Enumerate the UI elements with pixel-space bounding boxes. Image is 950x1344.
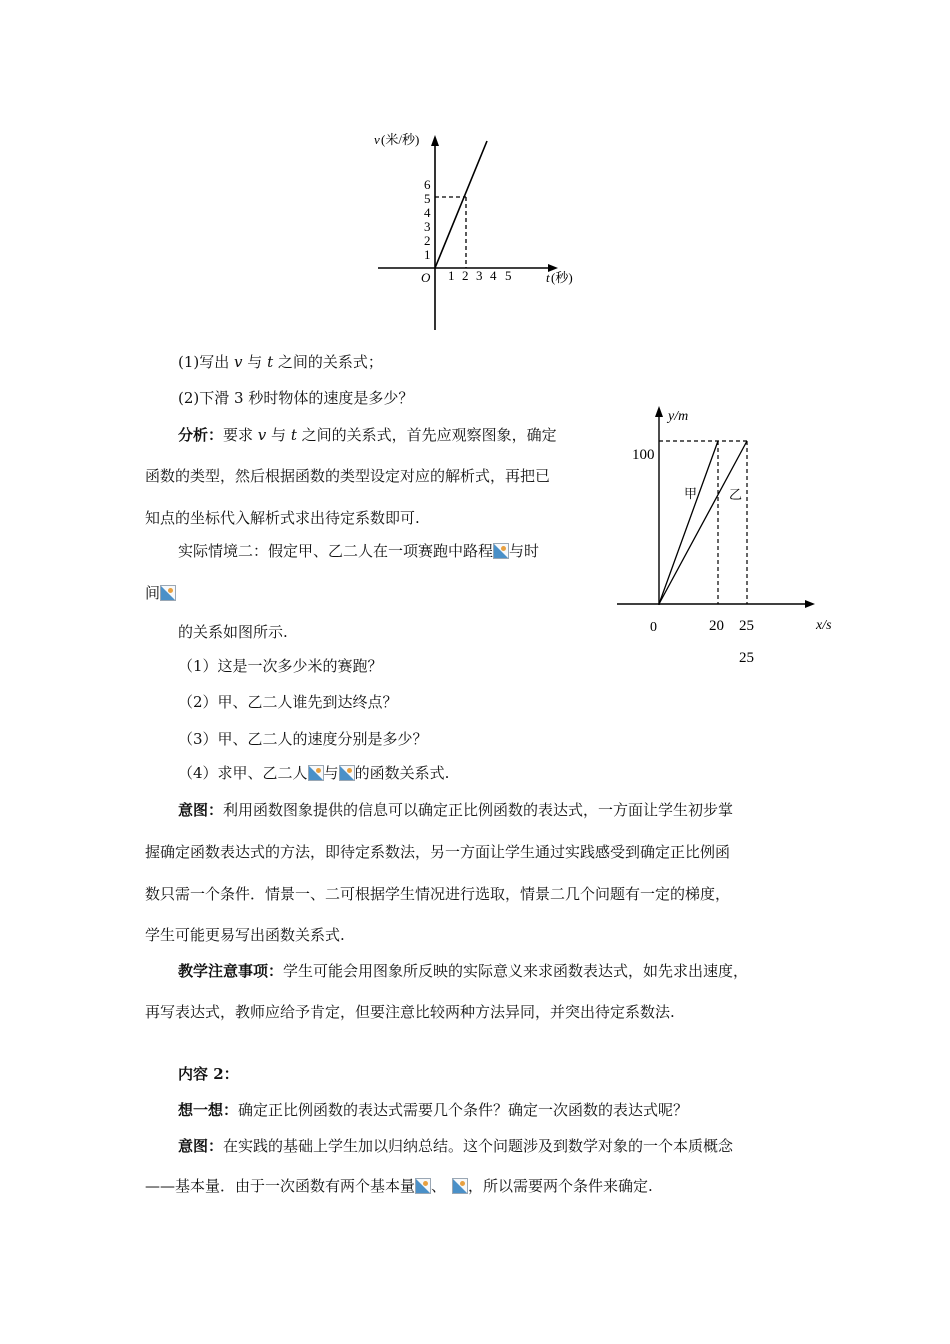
intent2-line-2: ——基本量．由于一次函数有两个基本量 、 ，所以需要两个条件来确定.: [145, 1177, 653, 1195]
x-tick-4: 4: [490, 268, 497, 283]
y-tick-4: 4: [424, 205, 431, 220]
velocity-time-graph: [360, 125, 600, 335]
notes-line-2: 再写表达式，教师应给予肯定，但要注意比较两种方法异同，并突出待定系数法.: [145, 1003, 675, 1021]
race-question-4: （4）求甲、乙二人 与 的函数关系式.: [178, 764, 450, 782]
x-value-25: 25: [739, 618, 754, 634]
intent2-label: 意图：: [178, 1137, 224, 1155]
race-question-3: （3）甲、乙二人的速度分别是多少？: [178, 730, 428, 748]
x-ticks: [448, 268, 512, 283]
scenario2-line-3: 的关系如图所示.: [178, 623, 288, 641]
race-question-2: （2）甲、乙二人谁先到达终点？: [178, 693, 398, 711]
image-placeholder-icon: [339, 765, 355, 781]
notes-line-1: 教学注意事项：学生可能会用图象所反映的实际意义来求函数表达式，如先求出速度，: [178, 962, 749, 980]
velocity-line: [435, 141, 487, 268]
x-axis-unit: (秒): [551, 270, 573, 285]
origin-label: 0: [650, 620, 657, 635]
think-line: 想一想：确定正比例函数的表达式需要几个条件？确定一次函数的表达式呢？: [178, 1101, 689, 1119]
y-tick-5: 5: [424, 191, 431, 206]
intent1-line-4: 学生可能更易写出函数关系式.: [145, 926, 345, 944]
y-tick-6: 6: [424, 177, 431, 192]
race-graph: [612, 400, 852, 680]
intent1-line-3: 数只需一个条件．情景一、二可根据学生情况进行选取，情景二几个问题有一定的梯度，: [145, 885, 731, 903]
x-tick-1: 1: [448, 268, 455, 283]
y-axis-arrow: [431, 135, 439, 146]
y-axis-label: y/m: [668, 409, 689, 424]
notes-label: 教学注意事项：: [178, 962, 284, 980]
question-2: (2)下滑 3 秒时物体的速度是多少？: [178, 389, 414, 407]
x-axis-label: x/s: [816, 618, 832, 633]
y-tick-2: 2: [424, 233, 431, 248]
line-jia-label: 甲: [684, 486, 698, 501]
content2-heading: 内容 2：: [178, 1065, 239, 1083]
y-ticks: [424, 177, 431, 262]
x-value-20: 20: [709, 618, 724, 634]
image-placeholder-icon: [160, 585, 176, 601]
race-question-1: （1）这是一次多少米的赛跑？: [178, 657, 383, 675]
x-axis-var: t: [546, 270, 550, 285]
analysis-label: 分析：: [178, 426, 224, 444]
image-placeholder-icon: [452, 1178, 468, 1194]
intent2-line-1: 意图：在实践的基础上学生加以归纳总结。这个问题涉及到数学对象的一个本质概念: [178, 1137, 734, 1155]
y-axis-var: v: [374, 132, 380, 147]
analysis-line-1: 分析：要求 v 与 t 之间的关系式，首先应观察图象，确定: [178, 426, 557, 444]
analysis-line-2: 函数的类型，然后根据函数的类型设定对应的解析式，再把已: [145, 467, 551, 485]
line-yi-label: 乙: [729, 487, 743, 502]
intent1-label: 意图：: [178, 801, 224, 819]
x-value-25-repeat: 25: [739, 650, 754, 666]
scenario2-line-2: 间: [145, 583, 176, 603]
analysis-line-3: 知点的坐标代入解析式求出待定系数即可.: [145, 509, 420, 527]
x-axis-arrow: [805, 600, 815, 608]
question-1: (1)写出 v 与 t 之间的关系式；: [178, 353, 383, 371]
y-tick-1: 1: [424, 247, 431, 262]
line-jia: [659, 441, 718, 604]
scenario2-line-1: 实际情境二：假定甲、乙二人在一项赛跑中路程 与时: [178, 542, 540, 560]
y-axis-unit: (米/秒): [381, 132, 420, 147]
intent1-line-2: 握确定函数表达式的方法，即待定系数法，另一方面让学生通过实践感受到确定正比例函: [145, 843, 731, 861]
x-tick-3: 3: [476, 268, 483, 283]
image-placeholder-icon: [493, 543, 509, 559]
line-yi: [659, 441, 747, 604]
y-axis-arrow: [655, 406, 663, 417]
x-tick-2: 2: [462, 268, 469, 283]
y-value-100: 100: [632, 447, 655, 463]
x-tick-5: 5: [505, 268, 512, 283]
image-placeholder-icon: [415, 1178, 431, 1194]
origin-label: O: [421, 270, 431, 285]
think-label: 想一想：: [178, 1101, 239, 1119]
y-tick-3: 3: [424, 219, 431, 234]
intent1-line-1: 意图：利用函数图象提供的信息可以确定正比例函数的表达式，一方面让学生初步掌: [178, 801, 734, 819]
image-placeholder-icon: [308, 765, 324, 781]
